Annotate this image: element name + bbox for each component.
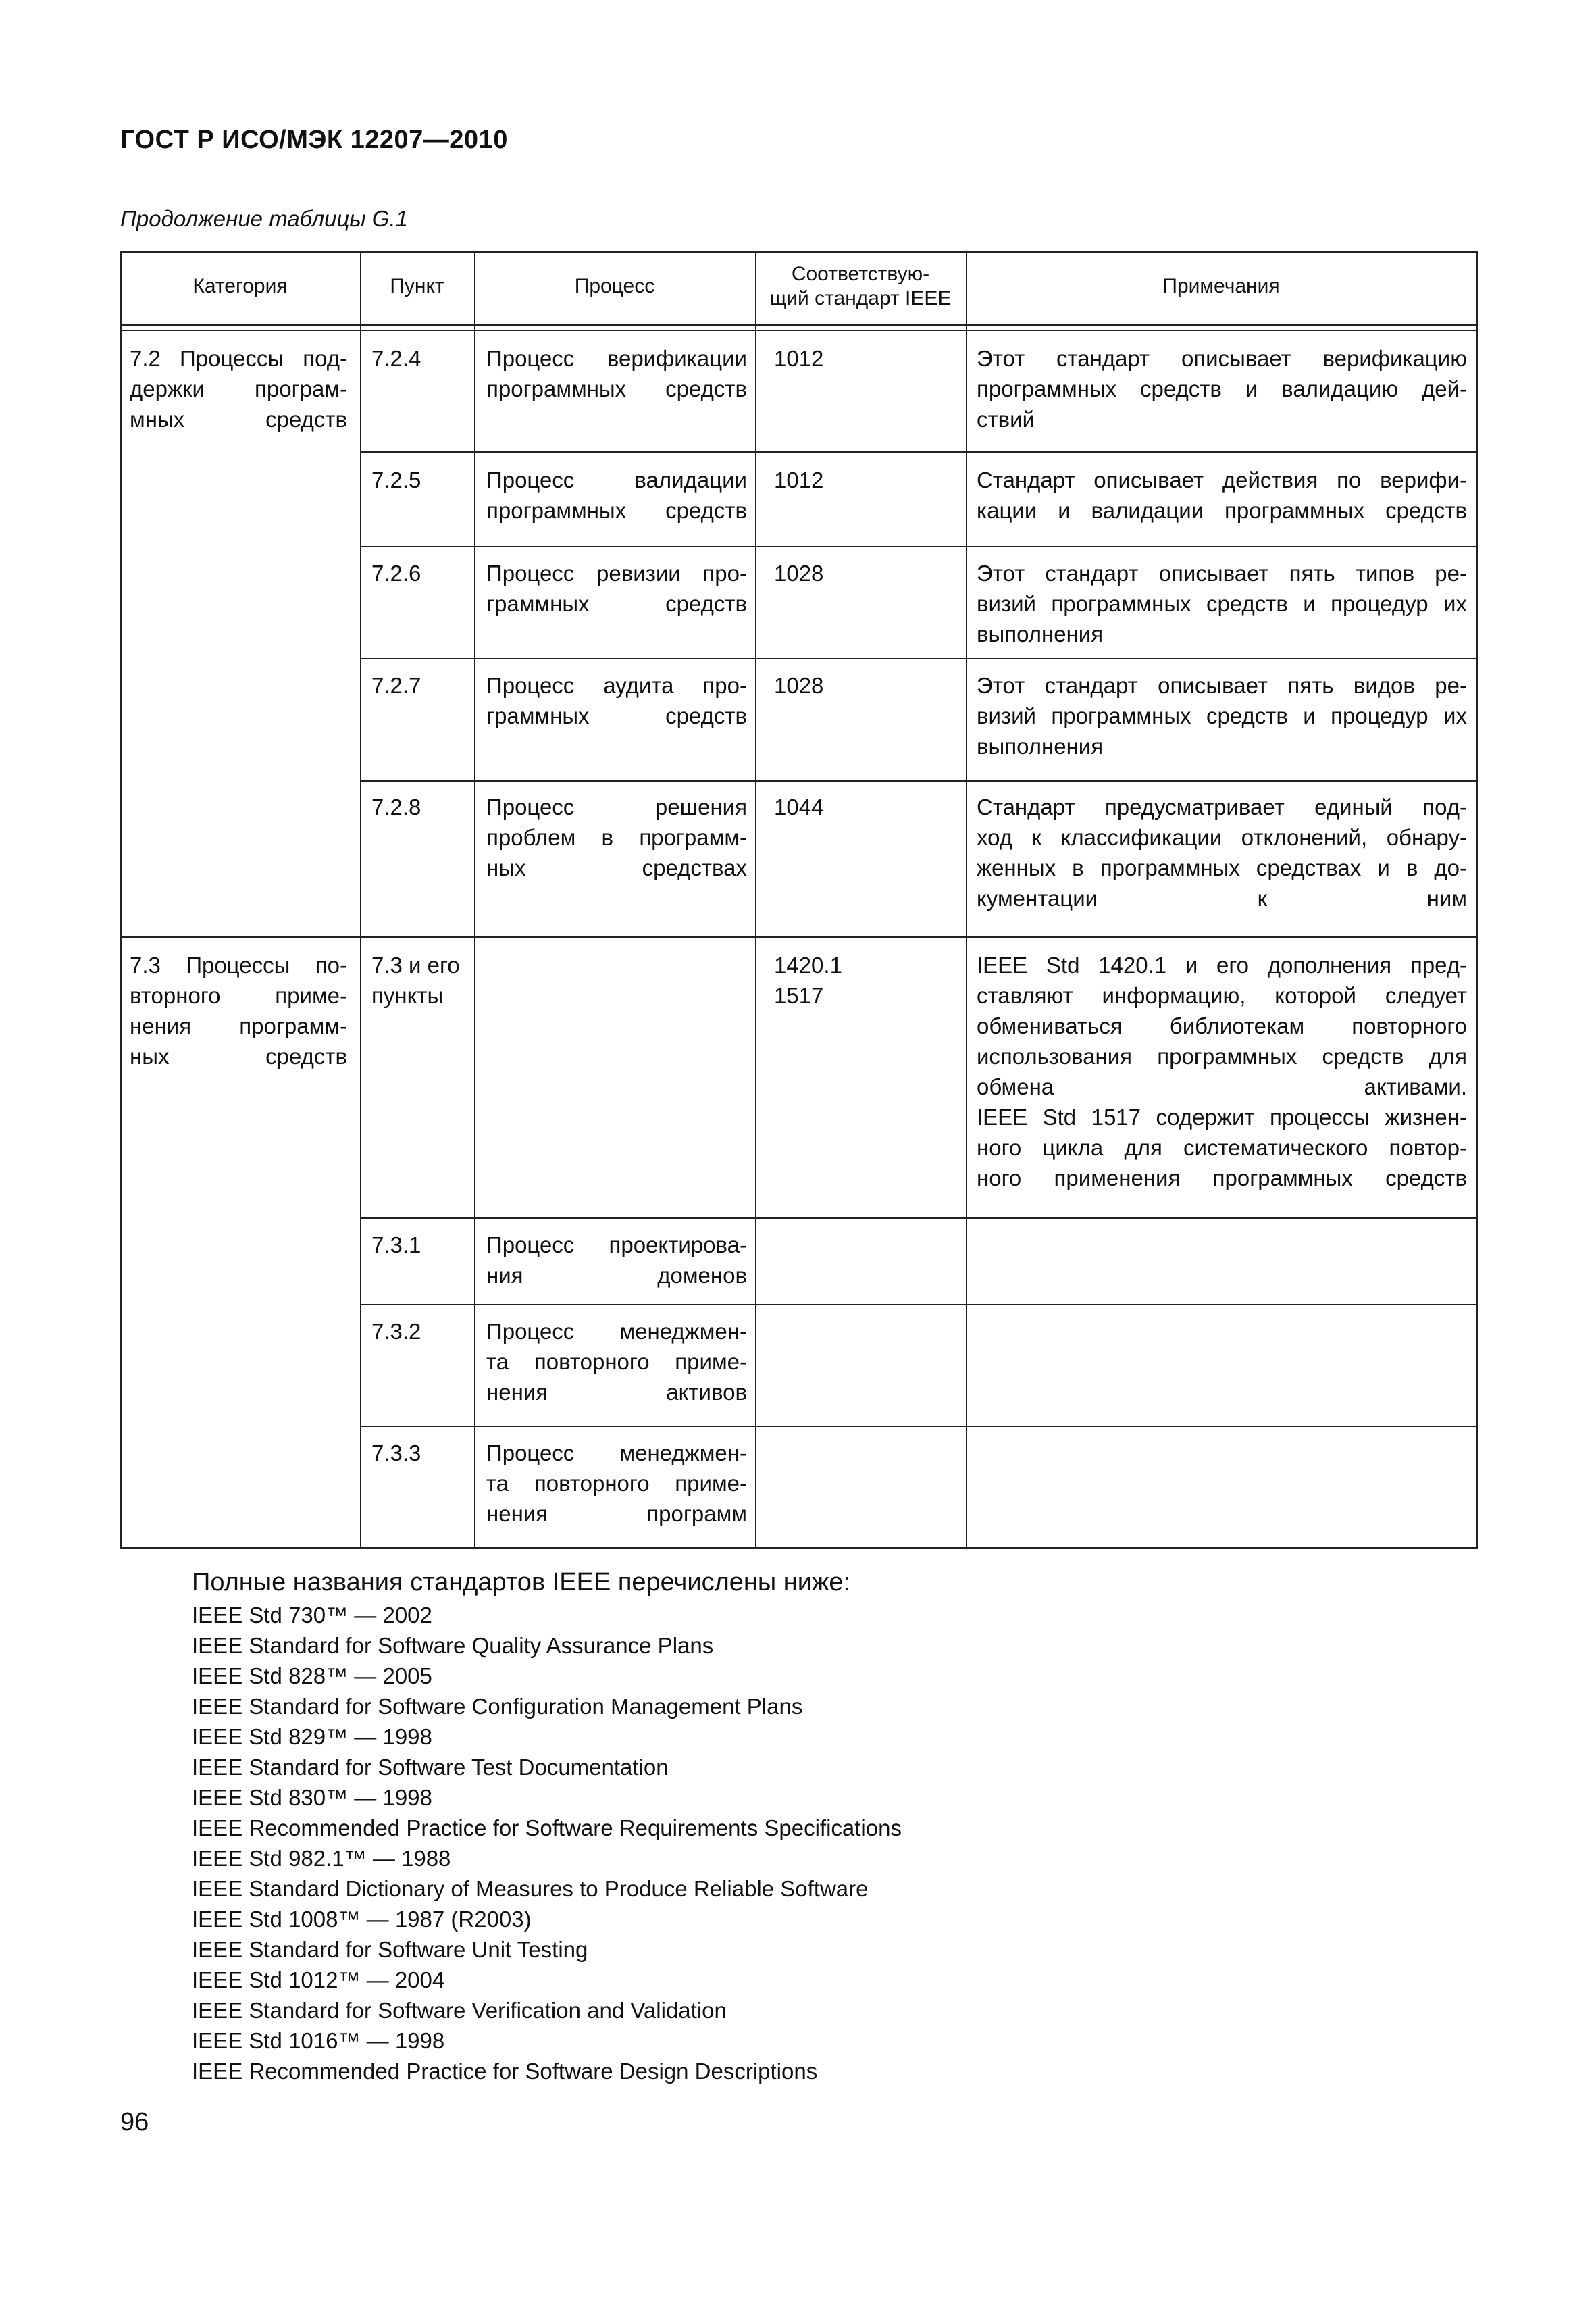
col-border-left [120, 251, 122, 1547]
header-double-line-a [120, 324, 1478, 326]
group-separator [120, 936, 1478, 938]
footnotes-block [192, 1566, 902, 2086]
standard-cell: 1028 [774, 673, 824, 698]
footnote-line: IEEE Standard for Software Verification and Validation [192, 1998, 727, 2023]
header-category: Категория [192, 275, 288, 297]
process-cell: Процесс ревизии про- граммных средств [486, 561, 747, 616]
footnote-line: IEEE Recommended Practice for Software Design Descriptions [192, 2059, 818, 2084]
clause-cell: 7.3 и его пункты [371, 953, 460, 1008]
notes-cell: Этот стандарт описывает пять видов ре- визий программных средств и процедур их выполнения [977, 673, 1467, 759]
clause-cell: 7.2.7 [371, 673, 421, 698]
process-cell: Процесс валидации программных средств [486, 468, 747, 523]
table-top-border [120, 251, 1478, 253]
notes-cell: Стандарт описывает действия по верифи- кации и валидации программных средств [977, 468, 1467, 523]
notes-cell: Этот стандарт описывает пять типов ре- визий программных средств и процедур их выполнения [977, 561, 1467, 647]
notes-cell: Стандарт предусматривает единый под- ход к классификации отклонений, обнару- женных в программных средствах и в до- кументации к ним [977, 795, 1467, 911]
row-separator [360, 658, 1478, 659]
row-separator [360, 780, 1478, 782]
category-7-3: 7.3 Процессы по- вторного приме- нения программ- ных средств [130, 953, 347, 1069]
row-separator [360, 1217, 1478, 1219]
row-separator [360, 546, 1478, 547]
col-border [755, 251, 756, 1547]
page-number: 96 [120, 2108, 149, 2136]
footnote-line: IEEE Std 830™ — 1998 [192, 1785, 432, 1810]
header-standard: Соответствую- щий стандарт IEEE [769, 263, 952, 309]
clause-cell: 7.3.1 [371, 1232, 421, 1257]
process-cell: Процесс решения проблем в программ- ных средствах [486, 795, 747, 880]
footnote-line: IEEE Std 828™ — 2005 [192, 1663, 432, 1688]
process-cell: Процесс менеджмен- та повторного приме- нения программ [486, 1440, 747, 1526]
footnote-line: IEEE Std 982.1™ — 1988 [192, 1846, 451, 1871]
footnote-line: IEEE Std 829™ — 1998 [192, 1724, 432, 1749]
header-process: Процесс [574, 275, 655, 297]
standard-cell: 1420.1 1517 [774, 953, 842, 1008]
footnote-line: IEEE Std 730™ — 2002 [192, 1603, 432, 1628]
notes-cell: IEEE Std 1420.1 и его дополнения пред- ставляют информацию, которой следует обмениваться библиотекам повторного использования программных средств для обмена активами. IEEE Std 1517 содержит процессы жизнен- ного цикла для систематического повтор- ного применения программных средств [977, 953, 1467, 1190]
footnote-line: IEEE Std 1016™ — 1998 [192, 2028, 445, 2053]
standard-cell: 1012 [774, 468, 824, 493]
clause-cell: 7.2.8 [371, 795, 421, 820]
header-clause: Пункт [390, 275, 444, 297]
process-cell: Процесс верификации программных средств [486, 346, 747, 401]
document-code-header: ГОСТ Р ИСО/МЭК 12207—2010 [120, 126, 508, 154]
col-border-right [1476, 251, 1478, 1547]
row-separator [360, 451, 1478, 453]
standard-cell: 1044 [774, 795, 824, 820]
row-separator [360, 1426, 1478, 1427]
process-cell: Процесс аудита про- граммных средств [486, 673, 747, 728]
footnote-line: IEEE Standard for Software Unit Testing [192, 1937, 588, 1962]
standard-cell: 1012 [774, 346, 824, 371]
header-notes: Примечания [1162, 275, 1280, 297]
notes-cell: Этот стандарт описывает верификацию программных средств и валидацию дей- ствий [977, 346, 1467, 432]
col-border [360, 251, 361, 1547]
category-7-2: 7.2 Процессы под- держки програм- мных средств [130, 346, 347, 432]
col-border [474, 251, 475, 1547]
process-cell: Процесс проектирова- ния доменов [486, 1232, 747, 1288]
process-cell: Процесс менеджмен- та повторного приме- нения активов [486, 1319, 747, 1405]
footnotes-intro: Полные названия стандартов IEEE перечислены ниже: [192, 1568, 851, 1596]
table-caption: Продолжение таблицы G.1 [120, 206, 408, 231]
footnote-line: IEEE Standard for Software Quality Assurance Plans [192, 1633, 714, 1658]
table-bottom-border [120, 1547, 1478, 1549]
col-border [966, 251, 967, 1547]
footnote-line: IEEE Standard for Software Test Documentation [192, 1755, 669, 1780]
footnote-line: IEEE Std 1012™ — 2004 [192, 1967, 445, 1992]
clause-cell: 7.2.5 [371, 468, 421, 493]
header-double-line-b [120, 330, 1478, 331]
footnote-line: IEEE Recommended Practice for Software Requirements Specifications [192, 1815, 902, 1840]
footnote-line: IEEE Std 1008™ — 1987 (R2003) [192, 1907, 532, 1932]
clause-cell: 7.2.6 [371, 561, 421, 586]
standards-table [120, 251, 1478, 1547]
footnote-line: IEEE Standard Dictionary of Measures to Produce Reliable Software [192, 1876, 869, 1901]
clause-cell: 7.3.2 [371, 1319, 421, 1344]
footnote-line: IEEE Standard for Software Configuration Management Plans [192, 1694, 803, 1719]
row-separator [360, 1304, 1478, 1305]
clause-cell: 7.3.3 [371, 1440, 421, 1465]
standard-cell: 1028 [774, 561, 824, 586]
clause-cell: 7.2.4 [371, 346, 421, 371]
